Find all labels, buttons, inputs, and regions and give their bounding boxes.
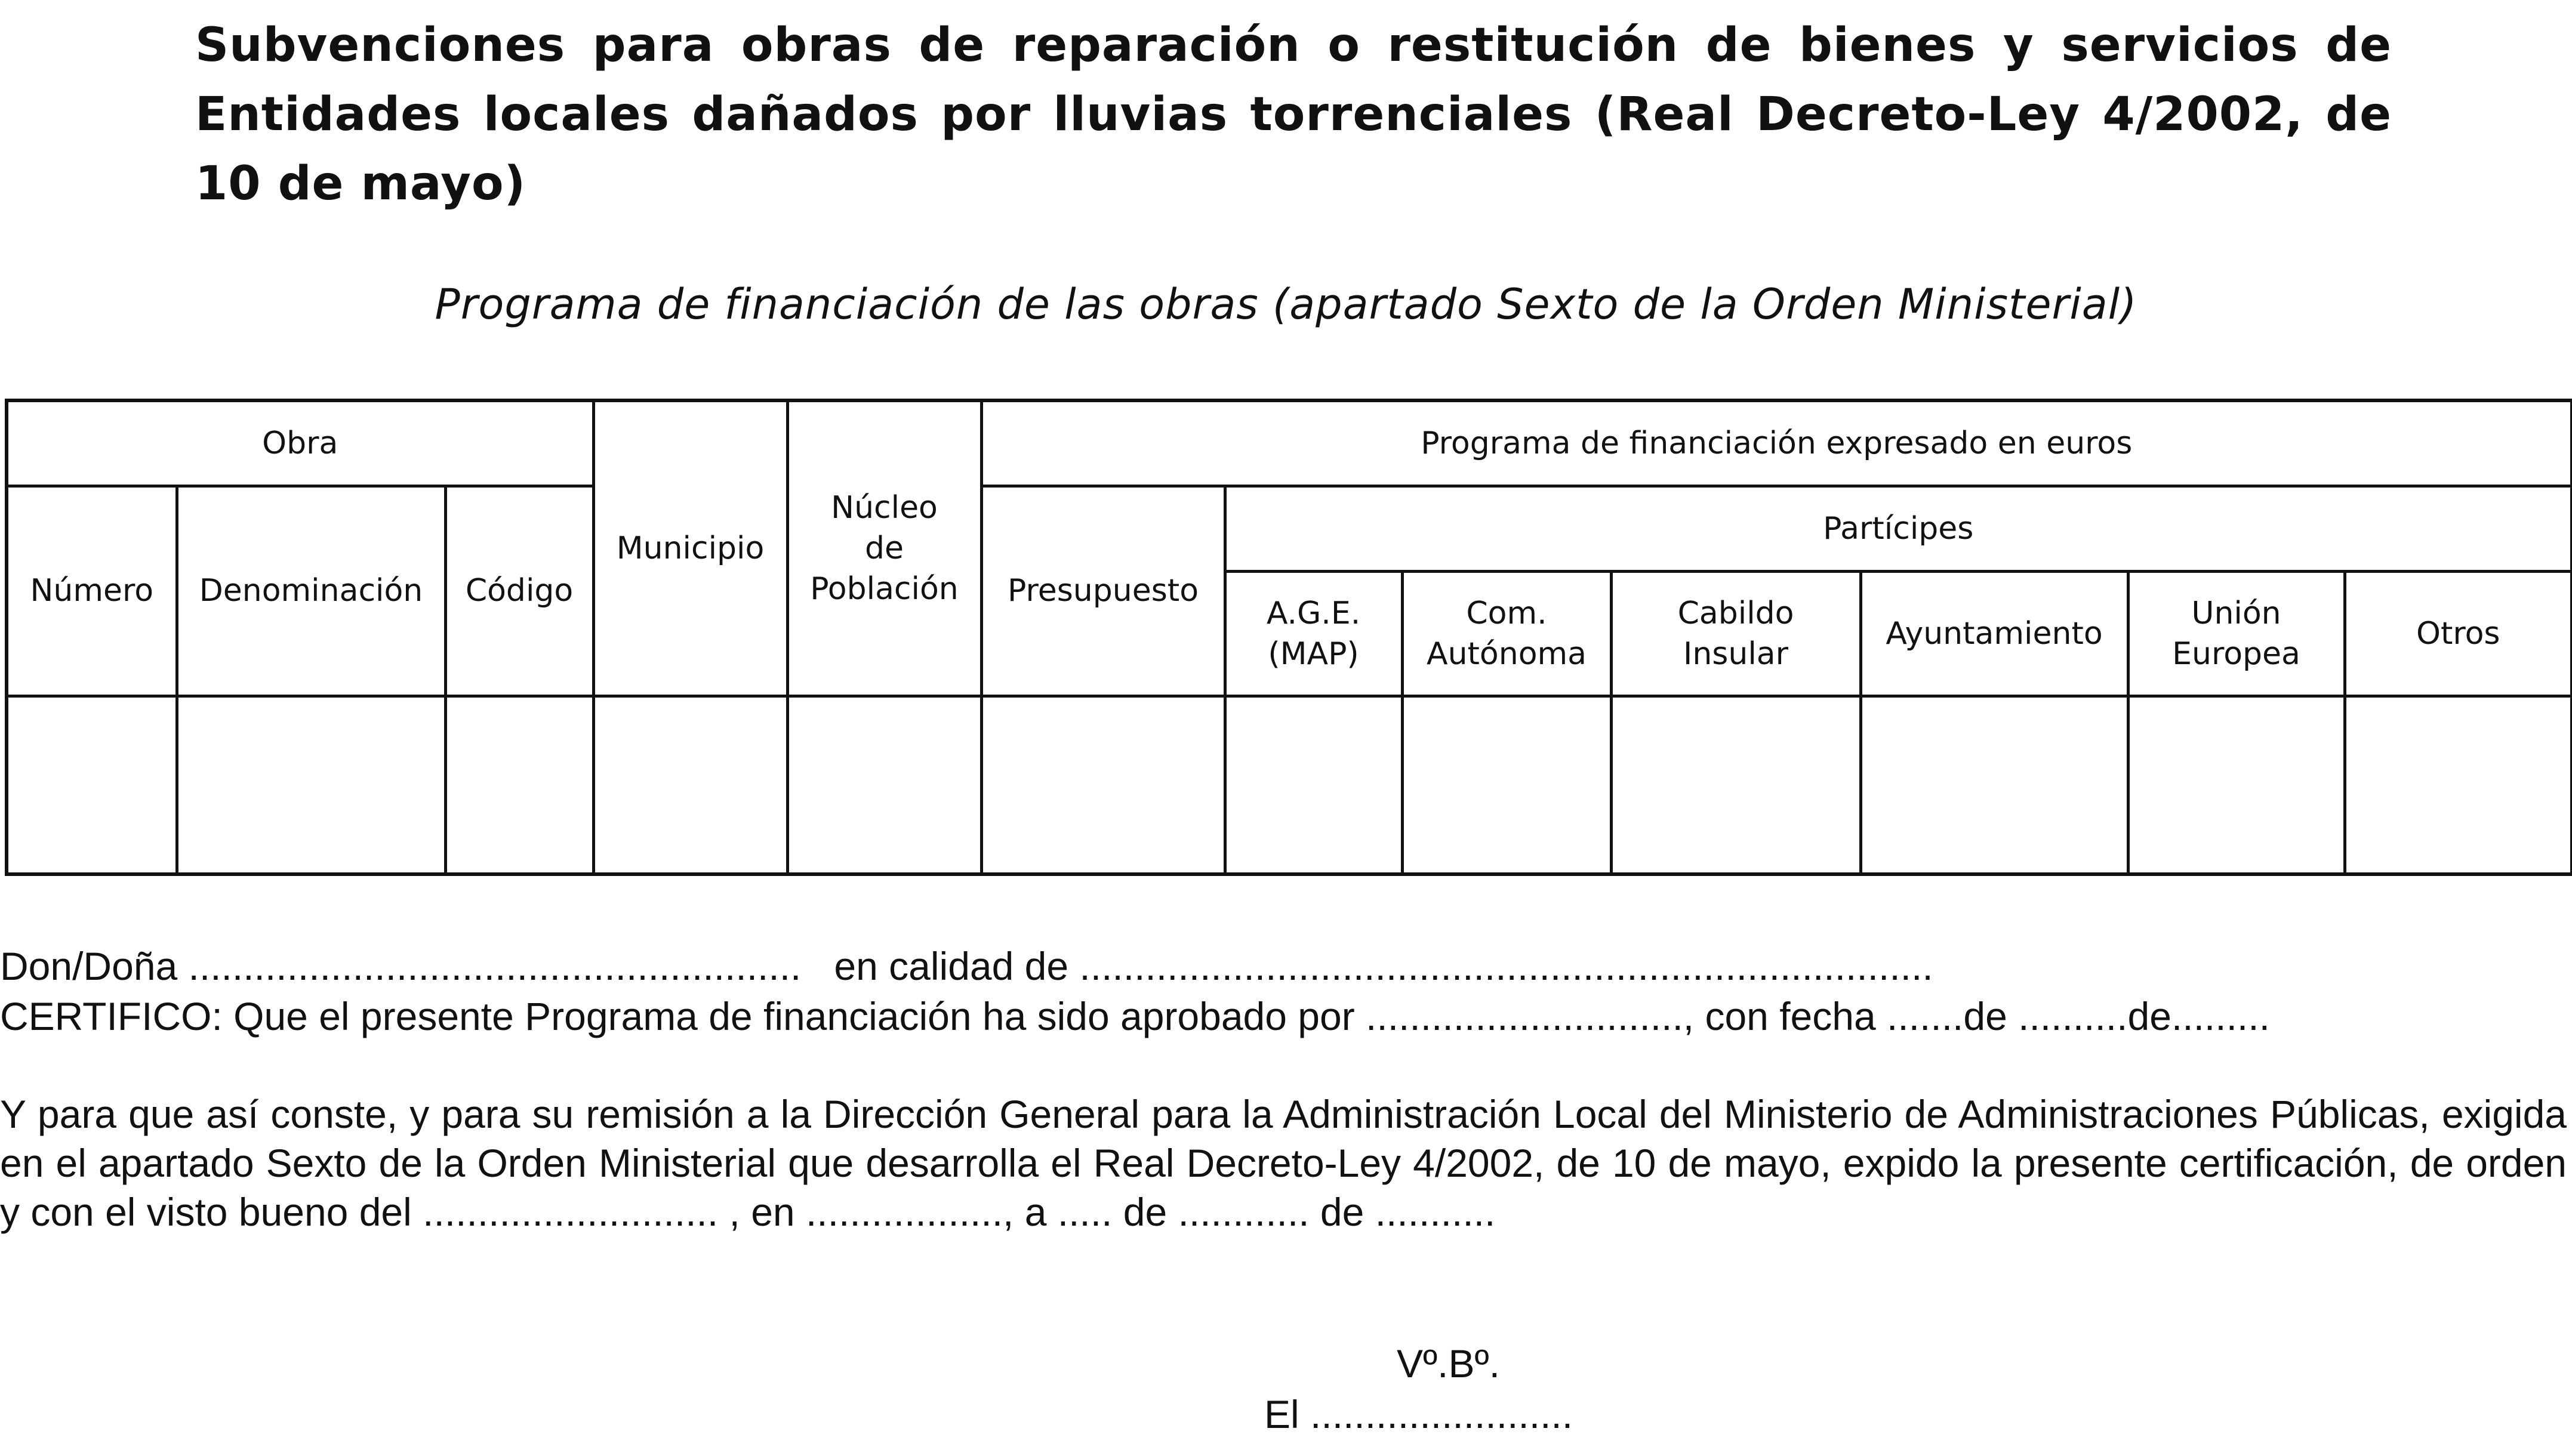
cell-union-europea[interactable] (2128, 696, 2345, 874)
header-com-autonoma: Com. Autónoma (1402, 571, 1611, 696)
cell-denominacion[interactable] (177, 696, 445, 874)
cell-otros[interactable] (2345, 696, 2572, 874)
header-municipio: Municipio (593, 400, 787, 696)
certification-paragraph: Y para que así conste, y para su remisión a la Dirección General para la Administración Local del Ministerio de Administraciones Públicas, exigida en el apartado Sexto de la Orden Ministerial que desarrolla el Real Decreto-Ley 4/2002, de 10 de mayo, expido la presente certificación, de orden y con el visto bueno del ........................... , en .................., a ..... de ............ de ........... (0, 1092, 2567, 1234)
cell-presupuesto[interactable] (981, 696, 1225, 874)
visto-bueno-label: Vº.Bº. (1397, 1341, 1500, 1386)
header-age-map: A.G.E. (MAP) (1225, 571, 1402, 696)
financing-table (5, 399, 2572, 876)
header-union-europea: Unión Europea (2128, 571, 2345, 696)
header-nucleo-poblacion: Núcleo de Población (787, 400, 981, 696)
cell-municipio[interactable] (593, 696, 787, 874)
document-title: Subvenciones para obras de reparación o restitución de bienes y servicios de Entidades locales dañados por lluvias torrenciales (Real Decreto-Ley 4/2002, de 10 de mayo) (195, 18, 2392, 211)
header-numero: Número (7, 486, 177, 696)
certifico-line: CERTIFICO: Que el presente Programa de financiación ha sido aprobado por ............................., con fecha .......de ..........de......... (0, 994, 2270, 1038)
cell-com-autonoma[interactable] (1402, 696, 1611, 874)
header-participes: Partícipes (1225, 486, 2572, 571)
header-cabildo-insular: Cabildo Insular (1611, 571, 1861, 696)
header-codigo: Código (445, 486, 593, 696)
cell-cabildo-insular[interactable] (1611, 696, 1861, 874)
cell-nucleo-poblacion[interactable] (787, 696, 981, 874)
signer-line: El ........................ (1264, 1392, 1573, 1436)
table-row (7, 696, 2572, 874)
header-denominacion: Denominación (177, 486, 445, 696)
cell-ayuntamiento[interactable] (1861, 696, 2128, 874)
cell-age-map[interactable] (1225, 696, 1402, 874)
cell-codigo[interactable] (445, 696, 593, 874)
header-presupuesto: Presupuesto (981, 486, 1225, 696)
header-obra: Obra (7, 400, 593, 486)
don-dona-line: Don/Doña ........................................................ en calidad de .............................................................................. (0, 944, 1933, 988)
document-subtitle: Programa de financiación de las obras (apartado Sexto de la Orden Ministerial) (435, 280, 2137, 329)
header-programa-financiacion: Programa de financiación expresado en euros (981, 400, 2572, 486)
header-ayuntamiento: Ayuntamiento (1861, 571, 2128, 696)
cell-numero[interactable] (7, 696, 177, 874)
header-otros: Otros (2345, 571, 2572, 696)
